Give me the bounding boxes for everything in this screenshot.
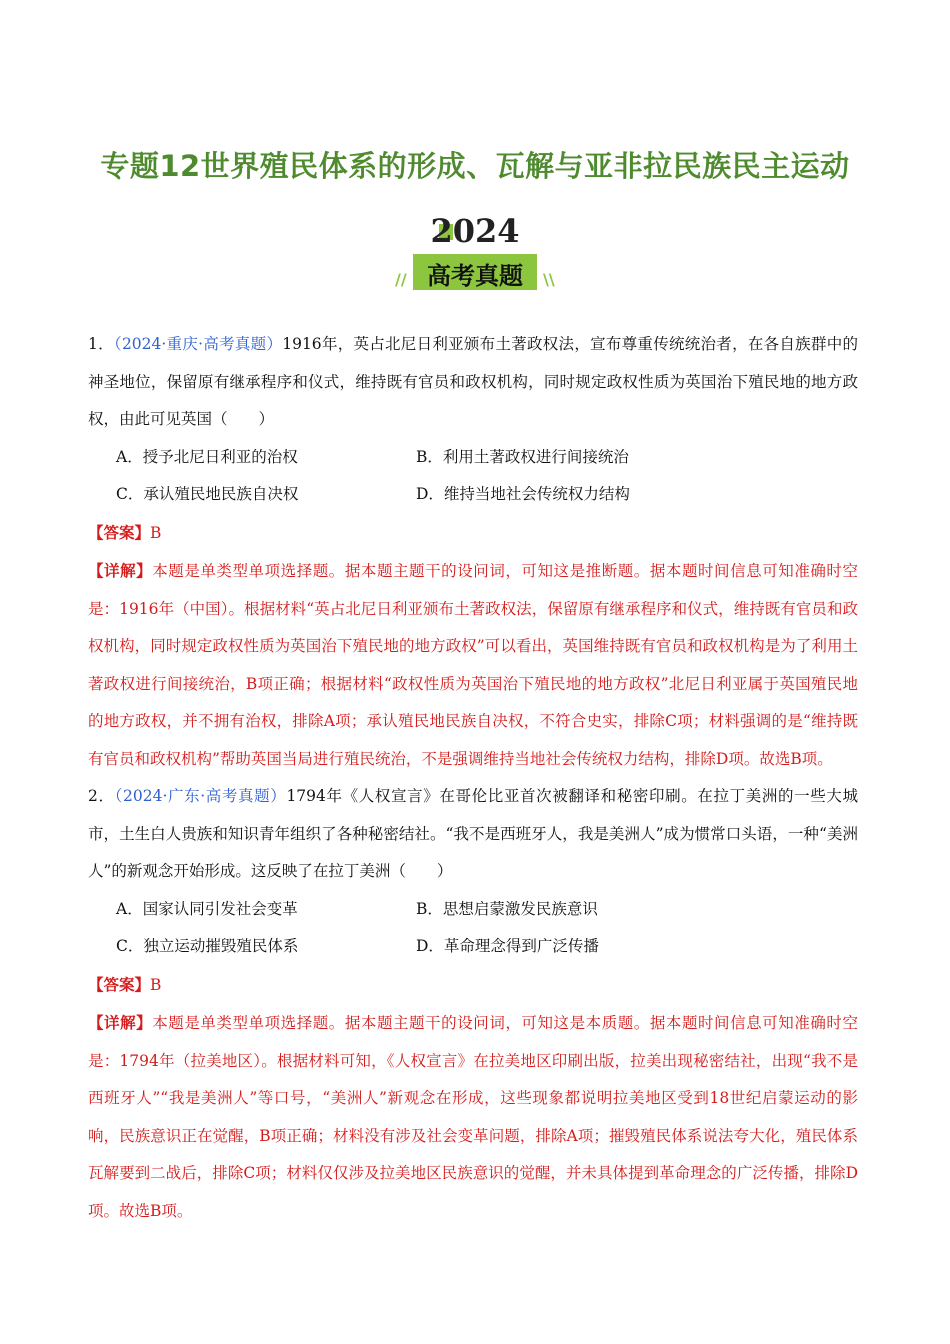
option-a: A．国家认同引发社会变革	[116, 899, 298, 918]
question-stem	[88, 778, 858, 891]
banner-label: 高考真题	[427, 262, 523, 290]
question-item	[88, 778, 858, 1230]
option-c: C．独立运动摧毁殖民体系	[116, 937, 299, 955]
option-b: B．思想启蒙激发民族意识	[416, 899, 598, 918]
answer-value: B	[150, 975, 162, 994]
option-a: A．授予北尼日利亚的治权	[116, 447, 298, 466]
banner-year: 2024	[430, 212, 520, 250]
answer	[88, 514, 858, 553]
question-source: （2024·重庆·高考真题）	[113, 335, 283, 353]
option-d: D．革命理念得到广泛传播	[416, 937, 599, 955]
explanation	[88, 1004, 858, 1230]
question-source: （2024·广东·高考真题）	[114, 787, 287, 805]
options	[88, 439, 858, 514]
answer-label: 【答案】	[88, 522, 151, 542]
slash-decoration-left: //	[395, 270, 407, 289]
page-title: 专题12世界殖民体系的形成、瓦解与亚非拉民族民主运动	[100, 149, 850, 183]
option-c: C．承认殖民地民族自决权	[116, 485, 299, 503]
slash-decoration-right: \\	[543, 270, 555, 289]
explanation-label: 【详解】	[88, 1013, 153, 1032]
section-banner	[385, 212, 565, 292]
option-d: D．维持当地社会传统权力结构	[416, 485, 630, 503]
explanation	[88, 552, 858, 778]
explanation-label: 【详解】	[88, 561, 153, 580]
question-number: 1．	[88, 335, 114, 353]
option-b: B．利用土著政权进行间接统治	[416, 447, 629, 466]
answer-value: B	[150, 523, 162, 542]
question-text: 1794年《人权宣言》在哥伦比亚首次被翻译和秘密印刷。在拉丁美洲的一些大城市，土生白人贵族和知识青年组织了各种秘密结社。“我不是西班牙人，我是美洲人”成为惯常口头语，一种“美洲人”的新观念开始形成。这反映了在拉丁美洲（ ）	[88, 787, 858, 880]
question-number: 2．	[88, 787, 115, 805]
answer	[88, 966, 858, 1005]
question-item	[88, 326, 858, 778]
options	[88, 891, 858, 966]
question-stem	[88, 326, 858, 439]
explanation-text: 本题是单类型单项选择题。据本题主题干的设问词，可知这是推断题。据本题时间信息可知准确时空是：1916年（中国）。根据材料“英占北尼日利亚颁布土著政权法，保留原有继承程序和仪式，维持既有官员和政权机构，同时规定政权性质为英国治下殖民地的地方政权”可以看出，英国维持既有官员和政权机构是为了利用土著政权进行间接统治，B项正确；根据材料“政权性质为英国治下殖民地的地方政权”北尼日利亚属于英国殖民地的地方政权，并不拥有治权，排除A项；承认殖民地民族自决权，不符合史实，排除C项；材料强调的是“维持既有官员和政权机构”帮助英国当局进行殖民统治，不是强调维持当地社会传统权力结构，排除D项。故选B项。	[88, 562, 858, 768]
answer-label: 【答案】	[88, 974, 151, 994]
question-text: 1916年，英占北尼日利亚颁布土著政权法，宣布尊重传统统治者，在各自族群中的神圣地位，保留原有继承程序和仪式，维持既有官员和政权机构，同时规定政权性质为英国治下殖民地的地方政权，由此可见英国（ ）	[88, 335, 858, 428]
question-list	[88, 326, 858, 1230]
explanation-text: 本题是单类型单项选择题。据本题主题干的设问词，可知这是本质题。据本题时间信息可知准确时空是：1794年（拉美地区）。根据材料可知，《人权宣言》在拉美地区印刷出版，拉美出现秘密结社，出现“我不是西班牙人”“我是美洲人”等口号，“美洲人”新观念在形成，这些现象都说明拉美地区受到18世纪启蒙运动的影响，民族意识正在觉醒，B项正确；材料没有涉及社会变革问题，排除A项；摧毁殖民体系说法夸大化，殖民体系瓦解要到二战后，排除C项；材料仅仅涉及拉美地区民族意识的觉醒，并未具体提到革命理念的广泛传播，排除D项。故选B项。	[88, 1014, 858, 1220]
